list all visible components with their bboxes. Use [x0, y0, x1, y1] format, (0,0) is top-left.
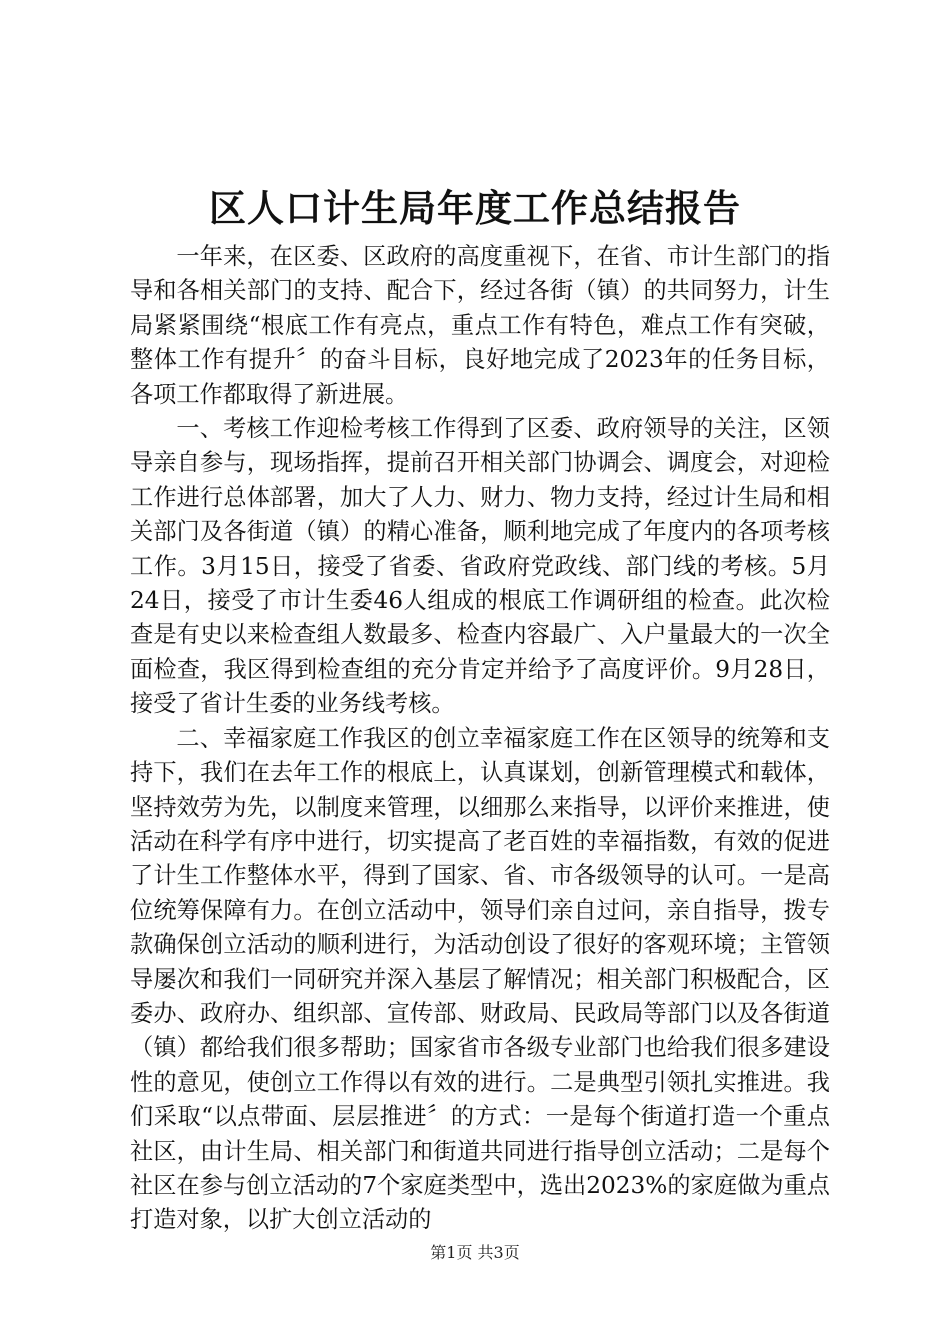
paragraph-intro: 一年来，在区委、区政府的高度重视下，在省、市计生部门的指导和各相关部门的支持、配合下，经过各街（镇）的共同努力，计生局紧紧围绕“根底工作有亮点，重点工作有特色，难点工作有突破，整体工作有提升〞的奋斗目标，良好地完成了2023年的任务目标，各项工作都取得了新进展。	[130, 243, 830, 408]
document-title: 区人口计生局年度工作总结报告	[209, 186, 741, 230]
paragraph-happy-family: 二、幸福家庭工作我区的创立幸福家庭工作在区领导的统筹和支持下，我们在去年工作的根底上，认真谋划，创新管理模式和载体，坚持效劳为先，以制度来管理，以细那么来指导，以评价来推进，使活动在科学有序中进行，切实提高了老百姓的幸福指数，有效的促进了计生工作整体水平，得到了国家、省、市各级领导的认可。一是高位统筹保障有力。在创立活动中，领导们亲自过问，亲自指导，拨专款确保创立活动的顺利进行，为活动创设了很好的客观环境；主管领导屡次和我们一同研究并深入基层了解情况；相关部门积极配合，区委办、政府办、组织部、宣传部、财政局、民政局等部门以及各街道（镇）都给我们很多帮助；国家省市各级专业部门也给我们很多建设性的意见，使创立工作得以有效的进行。二是典型引领扎实推进。我们采取“以点带面、层层推进〞的方式：一是每个街道打造一个重点社区，由计生局、相关部门和街道共同进行指导创立活动；二是每个社区在参与创立活动的7个家庭类型中，选出2023%的家庭做为重点打造对象，以扩大创立活动的	[130, 724, 830, 1234]
document-body	[130, 240, 830, 1238]
paragraph-assessment: 一、考核工作迎检考核工作得到了区委、政府领导的关注，区领导亲自参与，现场指挥，提前召开相关部门协调会、调度会，对迎检工作进行总体部署，加大了人力、财力、物力支持，经过计生局和相关部门及各街道（镇）的精心准备，顺利地完成了年度内的各项考核工作。3月15日，接受了省委、省政府党政线、部门线的考核。5月24日，接受了市计生委46人组成的根底工作调研组的检查。此次检查是有史以来检查组人数最多、检查内容最广、入户量最大的一次全面检查，我区得到检查组的充分肯定并给予了高度评价。9月28日，接受了省计生委的业务线考核。	[130, 415, 830, 718]
page-number-footer: 第1页 共3页	[430, 1243, 520, 1262]
